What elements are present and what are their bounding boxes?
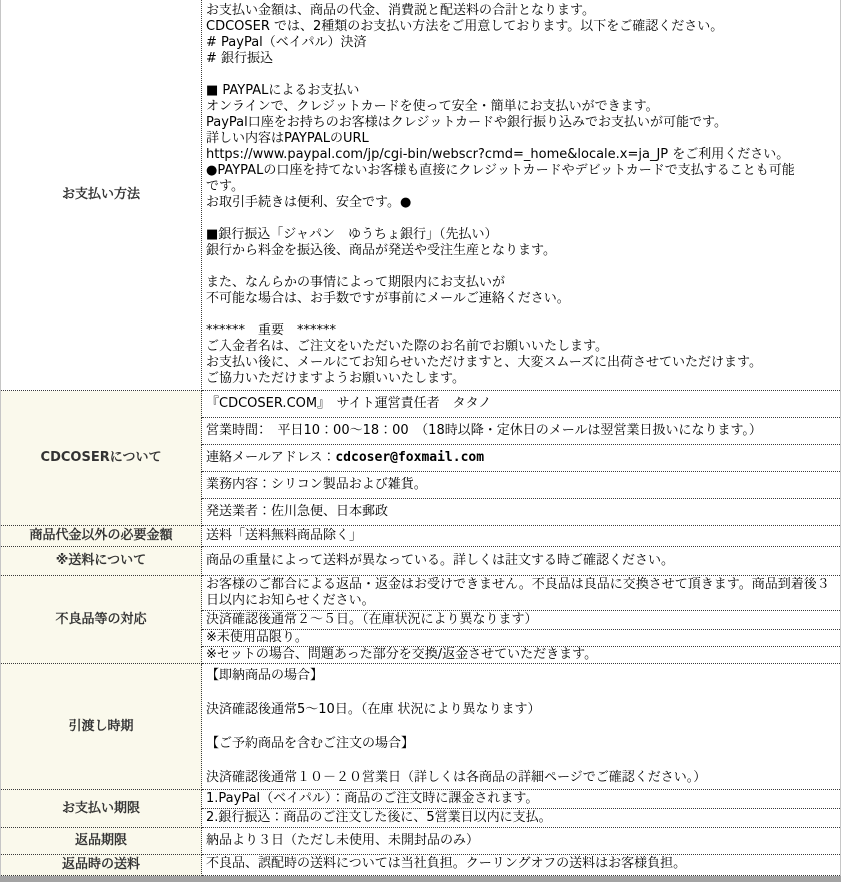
table-row	[1, 790, 841, 809]
row-header-extra-fees: 商品代金以外の必要金額	[1, 526, 202, 547]
table-row	[1, 664, 841, 790]
text-line: 営業時間： 平日10：00～18：00 （18時以降・定休日のメールは翌営業日扱いになります。）	[206, 423, 762, 438]
text-line: お取引手続きは便利、安全です。●	[206, 195, 412, 210]
table-row	[1, 576, 841, 611]
text-line: ご協力いただけますようお願いいたします。	[206, 371, 465, 386]
text-line: 1.PayPal（ベイパル）：商品のご注文時に課金されます。	[206, 791, 539, 806]
text-line: 商品の重量によって送料が異なっている。詳しくは註文する時ご確認ください。	[206, 553, 675, 568]
text-line	[206, 307, 836, 323]
text-line: 【ご予約商品を含むご注文の場合】	[206, 736, 415, 751]
text-line	[206, 752, 836, 769]
text-line: https://www.paypal.com/jp/cgi-bin/webscr?cmd=_home&locale.x=ja_JP をご利用ください。	[206, 147, 790, 162]
text-line: 銀行から料金を振込後、商品が発送や受注生産となります。	[206, 243, 556, 258]
defective-policy-text	[202, 576, 841, 611]
table-row	[1, 0, 841, 391]
text-line: ※未使用品限り。	[206, 630, 308, 645]
text-line	[206, 67, 836, 83]
shipping-carrier-text	[202, 499, 841, 526]
contact-email-address: cdcoser@foxmail.com	[335, 450, 485, 465]
text-line	[206, 718, 836, 735]
table-row	[1, 391, 841, 418]
text-line: ■銀行振込「ジャパン ゆうちょ銀行」（先払い）	[206, 227, 498, 242]
set-exchange-text	[202, 647, 841, 664]
row-group-defective-items	[1, 576, 841, 664]
table-row	[1, 828, 841, 855]
exchange-period-text	[202, 611, 841, 630]
bottom-divider-bar	[0, 876, 841, 882]
row-group-about-shipping	[1, 547, 841, 576]
table-row	[1, 855, 841, 876]
payment-method-text	[202, 0, 841, 391]
text-line: 『CDCOSER.COM』 サイト運営責任者 タタノ	[206, 396, 492, 411]
text-line: 発送業者：佐川急便、日本郵政	[206, 504, 389, 519]
row-header-about-shipping: ※送料について	[1, 547, 202, 576]
contact-email-label: 連絡メールアドレス：	[206, 450, 336, 465]
row-header-return-deadline: 返品期限	[1, 828, 202, 855]
text-line: 2.銀行振込：商品のご注文した後に、5営業日以内に支払。	[206, 810, 552, 825]
contact-email-row	[202, 445, 841, 472]
text-line: 不良品、誤配時の送料については当社負担。クーリングオフの送料はお客様負担。	[206, 856, 687, 871]
text-line	[206, 259, 836, 275]
return-deadline-text	[202, 828, 841, 855]
text-line: また、なんらかの事情によって期限内にお支払いが	[206, 275, 506, 290]
text-line: 送料「送料無料商品除く」	[206, 528, 363, 543]
paypal-deadline-text	[202, 790, 841, 809]
row-group-extra-fees	[1, 526, 841, 547]
row-group-payment-deadline	[1, 790, 841, 828]
business-description-text	[202, 472, 841, 499]
text-line: ※セットの場合、問題あった部分を交換/返金させていただきます。	[206, 647, 598, 662]
row-header-about-cdcoser: CDCOSERについて	[1, 391, 202, 526]
business-hours-text	[202, 418, 841, 445]
text-line: 詳しい内容はPAYPALのURL	[206, 131, 369, 146]
row-group-payment-method	[1, 0, 841, 391]
text-line	[206, 211, 836, 227]
row-group-return-deadline	[1, 828, 841, 855]
text-line: 不可能な場合は、お手数ですが事前にメールご連絡ください。	[206, 291, 570, 306]
text-line: # 銀行振込	[206, 51, 274, 66]
text-line: 決済確認後通常２～５日。（在庫状況により異なります）	[206, 612, 538, 627]
row-group-return-shipping-cost	[1, 855, 841, 876]
bank-deadline-text	[202, 809, 841, 828]
extra-fees-text	[202, 526, 841, 547]
text-line: オンラインで、クレジットカードを使って安全・簡単にお支払いができます。	[206, 99, 659, 114]
row-header-handover-period: 引渡し時期	[1, 664, 202, 790]
handover-period-text	[202, 664, 841, 790]
row-header-defective-items: 不良品等の対応	[1, 576, 202, 664]
unused-only-text	[202, 630, 841, 647]
text-line: ご入金者名は、ご注文をいただいた際のお名前でお願いいたします。	[206, 339, 608, 354]
text-line: ●PAYPALの口座を持てないお客様も直接にクレジットカードやデビットカードで支払することも可能	[206, 163, 795, 178]
text-line: 【即納商品の場合】	[206, 668, 324, 683]
text-line	[206, 684, 836, 701]
row-group-handover-period	[1, 664, 841, 790]
text-line: お支払い後に、メールにてお知らせいただけますと、大変スムーズに出荷させていただけます。	[206, 355, 763, 370]
text-line: 納品より３日（ただし未使用、未開封品のみ）	[206, 833, 480, 848]
text-line: です。	[206, 179, 244, 194]
text-line: PayPal口座をお持ちのお客様はクレジットカードや銀行振り込みでお支払いが可能です。	[206, 115, 727, 130]
row-group-about-cdcoser	[1, 391, 841, 526]
text-line: 決済確認後通常5～10日。（在庫 状況により異なります）	[206, 702, 541, 717]
text-line: 決済確認後通常１０－２０営業日（詳しくは各商品の詳細ページでご確認ください。）	[206, 770, 707, 785]
row-header-payment-method: お支払い方法	[1, 0, 202, 391]
return-shipping-cost-text	[202, 855, 841, 876]
row-header-return-shipping-cost: 返品時の送料	[1, 855, 202, 876]
about-shipping-text	[202, 547, 841, 576]
text-line: CDCOSER では、2種類のお支払い方法をご用意しております。以下をご確認ください。	[206, 19, 724, 34]
text-line: ****** 重要 ******	[206, 323, 337, 338]
text-line: お客様のご都合による返品・返金はお受けできません。不良品は良品に交換させて頂きます。商品到着後３日以内にお知らせください。	[206, 577, 830, 608]
site-operator-text	[202, 391, 841, 418]
text-line: お支払い金額は、商品の代金、消費説と配送料の合計となります。	[206, 3, 595, 18]
table-row	[1, 526, 841, 547]
text-line: ■ PAYPALによるお支払い	[206, 83, 360, 98]
text-line: 業務内容：シリコン製品および雑貨。	[206, 477, 427, 492]
table-row	[1, 547, 841, 576]
row-header-payment-deadline: お支払い期限	[1, 790, 202, 828]
text-line: # PayPal（ベイパル）決済	[206, 35, 367, 50]
